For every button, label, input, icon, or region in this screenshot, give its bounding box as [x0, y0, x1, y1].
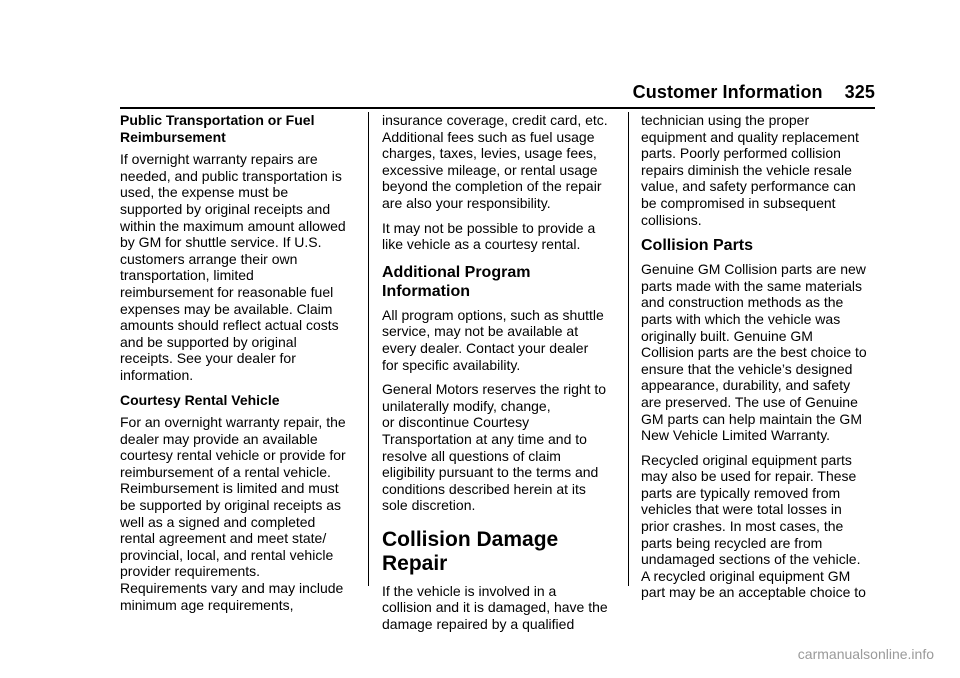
column-1	[120, 112, 360, 621]
column-3	[641, 112, 881, 609]
paragraph-recycled-parts: Recycled original equipment parts may also be used for repair. These parts are typically removed from vehicles that were total losses in prior crashes. In most cases, the parts being recycled are from undamaged sections of the vehicle. A recycled original equipment GM part may be an acceptable choice to	[641, 451, 866, 601]
page-number: 325	[844, 82, 875, 102]
paragraph-gm-reserves: General Motors reserves the right to unilaterally modify, change, or discontinue Courtesy Transportation at any time and to resolve all questions of claim eligibility pursuant to the terms and conditions described herein at its sole discretion.	[382, 381, 607, 514]
column-2	[382, 112, 622, 641]
section-title: Customer Information	[632, 82, 823, 102]
page-header	[120, 82, 875, 108]
paragraph-technician: technician using the proper equipment and quality replacement parts. Poorly performed collision repairs diminish the vehicle resale value, and safety performance can be compromised in subsequent collisions.	[641, 112, 859, 228]
paragraph-program-options: All program options, such as shuttle service, may not be available at every dealer. Contact your dealer for specific availability.	[382, 306, 604, 373]
column-divider-2	[628, 112, 629, 586]
paragraph-collision-intro: If the vehicle is involved in a collision and it is damaged, have the damage repaired by a qualified	[382, 582, 608, 633]
paragraph-courtesy-rental: For an overnight warranty repair, the dealer may provide an available courtesy rental vehicle or provide for reimbursement of a rental vehicle. Reimbursement is limited and must be supported by original receipts as well as a signed and completed rental agreement and meet state/ provincial, local, and rental vehicle provider requirements. Requirements vary and may include minimum age requirements,	[120, 414, 346, 613]
heading-additional-program-information: Additional Program Information	[382, 263, 531, 300]
paragraph-like-vehicle: It may not be possible to provide a like vehicle as a courtesy rental.	[382, 219, 596, 253]
heading-collision-damage-repair: Collision Damage Repair	[382, 527, 559, 575]
paragraph-rental-fees: insurance coverage, credit card, etc. Additional fees such as fuel usage charges, taxes, levies, usage fees, excessive mileage, or rental usage beyond the completion of the repair are also your responsibility.	[382, 112, 608, 211]
paragraph-public-transportation: If overnight warranty repairs are needed, and public transportation is used, the expense must be supported by original receipts and within the maximum amount allowed by GM for shuttle service. If U.S. customers arrange their own transportation, limited reimbursement for reasonable fuel expenses may be available. Claim amounts should reflect actual costs and be supported by original receipts. See your dealer for information.	[120, 151, 346, 383]
subheading-public-transportation: Public Transportation or Fuel Reimbursement	[120, 112, 315, 145]
header-rule	[120, 107, 875, 109]
watermark-text: carmanualsonline.info	[797, 646, 934, 662]
heading-collision-parts: Collision Parts	[641, 237, 754, 255]
paragraph-genuine-gm-parts: Genuine GM Collision parts are new parts made with the same materials and construction methods as the parts with which the vehicle was originally built. Genuine GM Collision parts are the best choice to ensure that the vehicle’s designed appearance, durability, and safety are preserved. The use of Genuine GM parts can help maintain the GM New Vehicle Limited Warranty.	[641, 261, 867, 444]
column-divider-1	[368, 112, 369, 586]
subheading-courtesy-rental: Courtesy Rental Vehicle	[120, 391, 280, 408]
